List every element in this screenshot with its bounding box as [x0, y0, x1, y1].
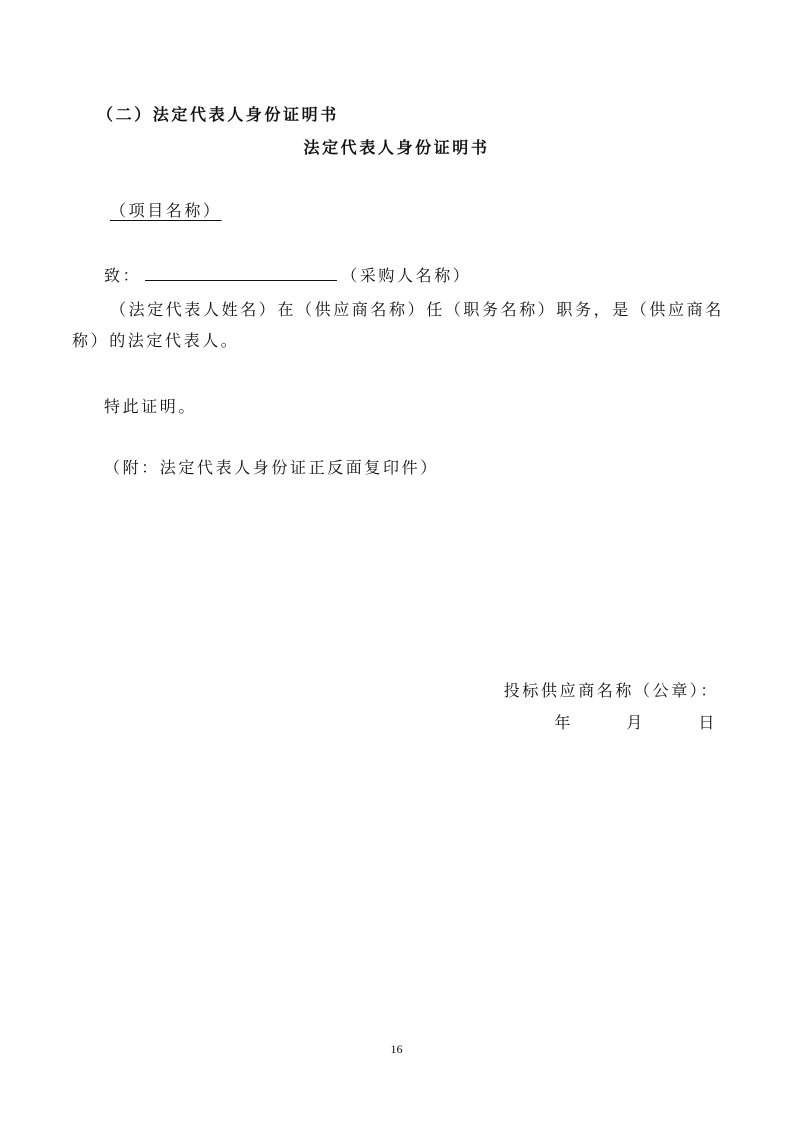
body-text-line-1: （法定代表人姓名）在（供应商名称）任（职务名称）职务，是（供应商名 — [110, 300, 724, 319]
date-line — [554, 712, 717, 734]
signature-label: 投标供应商名称（公章）： — [503, 681, 719, 700]
addressee-blank-line — [145, 264, 337, 281]
body-text-line-2: 称）的法定代表人。 — [72, 331, 240, 350]
addressee-suffix: （采购人名称） — [341, 266, 472, 285]
page-number: 16 — [390, 1042, 403, 1056]
document-title: 法定代表人身份证明书 — [303, 138, 490, 157]
date-year: 年 — [554, 713, 574, 732]
date-month: 月 — [626, 713, 646, 732]
addressee-prefix: 致： — [104, 266, 142, 285]
attachment-note: （附：法定代表人身份证正反面复印件） — [104, 458, 439, 477]
project-name-placeholder: （项目名称） — [110, 201, 222, 220]
addressee-line — [104, 264, 471, 287]
section-heading: （二）法定代表人身份证明书 — [97, 105, 339, 124]
date-day: 日 — [698, 713, 717, 732]
closing-statement: 特此证明。 — [104, 397, 198, 416]
